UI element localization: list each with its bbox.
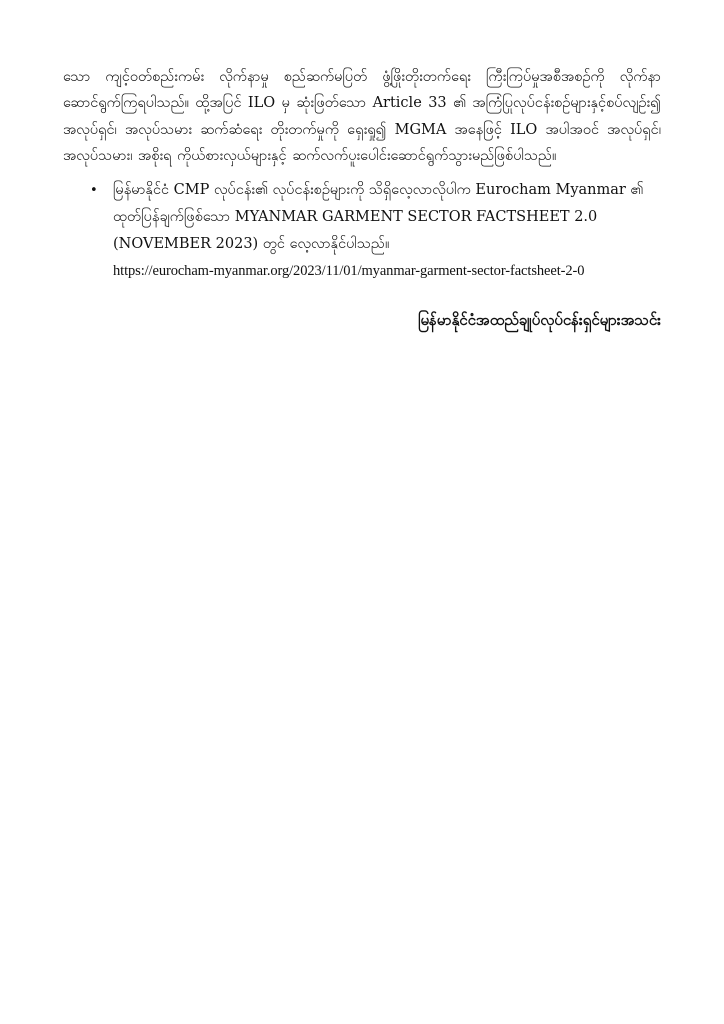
bullet-list <box>63 177 661 285</box>
document-content <box>63 64 661 333</box>
body-paragraph: သော ကျင့်ဝတ်စည်းကမ်း လိုက်နာမှု စည်ဆက်မပြတ် ဖွံ့ဖြိုးတိုးတက်ရေး ကြီးကြပ်မှုအစီအစဉ်ကို လိုက်နာဆောင်ရွက်ကြရပါသည်။ ထို့အပြင် ILO မှ ဆုံးဖြတ်သော Article 33 ၏ အကြံပြုလုပ်ငန်းစဉ်များနှင့်စပ်လျဉ်း၍ အလုပ်ရှင်၊ အလုပ်သမား ဆက်ဆံရေး တိုးတက်မှုကို ရှေးရှု၍ MGMA အနေဖြင့် ILO အပါအဝင် အလုပ်ရှင်၊ အလုပ်သမား၊ အစိုးရ ကိုယ်စားလှယ်များနှင့် ဆက်လက်ပူးပေါင်းဆောင်ရွက်သွားမည်ဖြစ်ပါသည်။ <box>63 69 661 164</box>
list-item <box>63 177 661 285</box>
factsheet-link[interactable]: https://eurocham-myanmar.org/2023/11/01/myanmar-garment-sector-factsheet-2-0 <box>113 263 585 280</box>
bullet-icon: • <box>90 183 98 199</box>
bullet-text: မြန်မာနိုင်ငံ CMP လုပ်ငန်း၏ လုပ်ငန်းစဉ်များကို သိရှိလေ့လာလိုပါက Eurocham Myanmar ၏ ထုတ်ပြန်ချက်ဖြစ်သော MYANMAR GARMENT SECTOR FACTSHEET 2.0 (NOVEMBER 2023) တွင် လေ့လာနိုင်ပါသည်။ <box>113 182 644 253</box>
organization-signature: မြန်မာနိုင်ငံအထည်ချုပ်လုပ်ငန်းရှင်များအသင်း <box>417 311 661 330</box>
